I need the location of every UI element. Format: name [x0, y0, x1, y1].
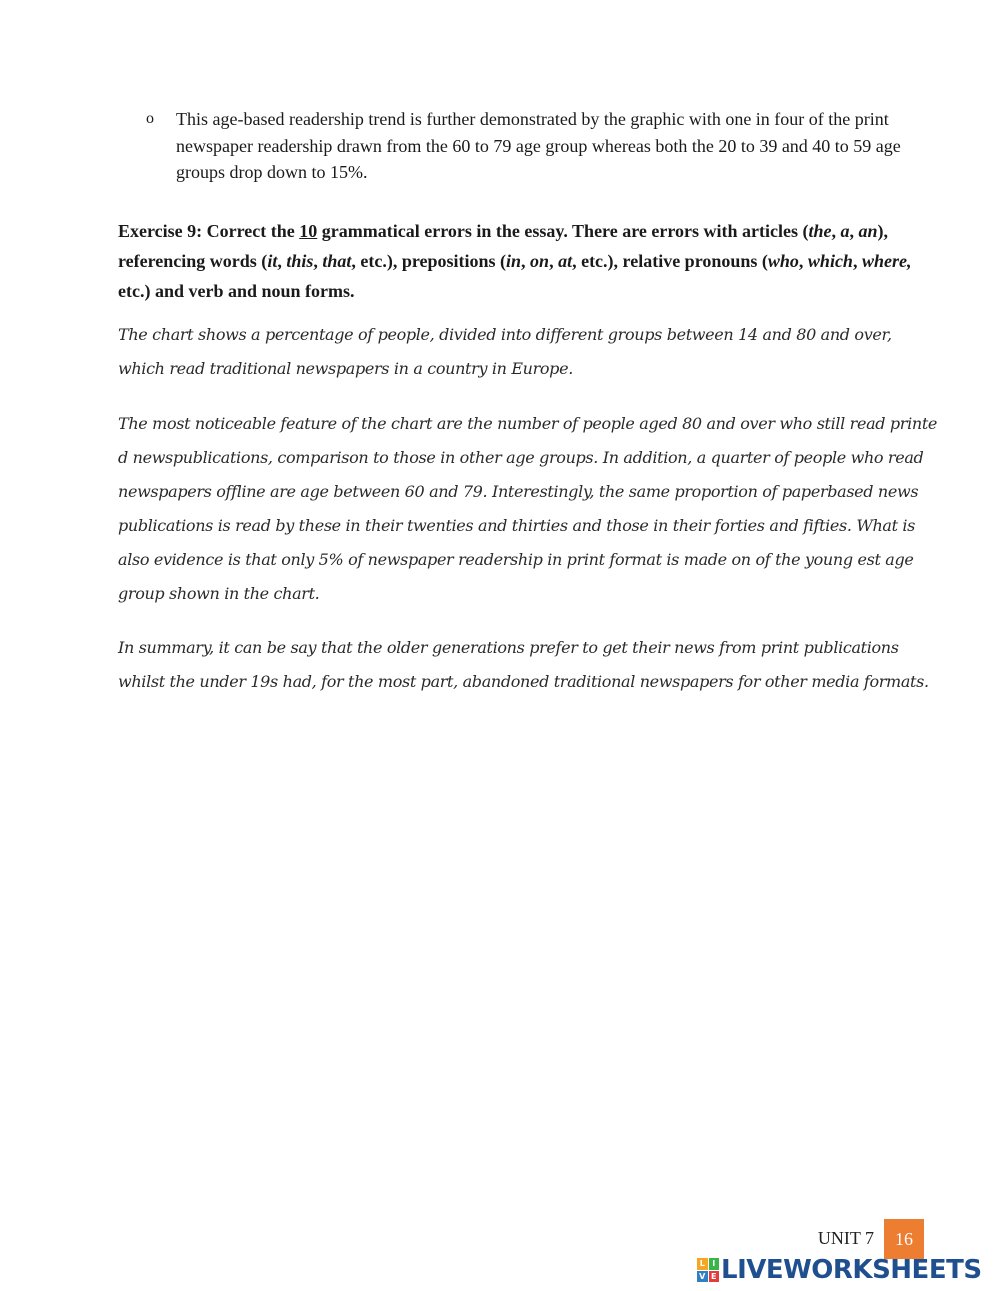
exercise-text: , — [521, 251, 531, 271]
logo-letter: V — [697, 1271, 708, 1283]
page-number-badge: 16 — [884, 1219, 924, 1259]
error-count: 10 — [299, 221, 318, 241]
example-word: on — [530, 251, 550, 271]
logo-letter: E — [709, 1271, 720, 1283]
liveworksheets-logo — [697, 1255, 982, 1285]
bullet-paragraph — [146, 106, 936, 186]
exercise-text: Exercise 9: Correct the — [118, 221, 300, 241]
essay-paragraph-1: The chart shows a percentage of people, divided into different groups between 14 and 80 and over, which read traditional newspapers in a country in Europe. — [118, 325, 892, 378]
exercise-heading — [118, 216, 938, 306]
bullet-text: This age-based readership trend is further demonstrated by the graphic with one in four of the print newspaper readership drawn from the 60 to 79 age group whereas both the 20 to 39 and 40 to 59 age groups drop down to 15%. — [176, 109, 901, 182]
exercise-text: , etc.), relative pronouns ( — [572, 251, 768, 271]
logo-letter: I — [709, 1258, 720, 1270]
example-word: who — [767, 251, 799, 271]
example-word: a — [840, 221, 850, 241]
example-word: in — [506, 251, 522, 271]
exercise-text: grammatical errors in the essay. There are errors with articles ( — [317, 221, 809, 241]
example-word: which — [807, 251, 853, 271]
example-word: this — [286, 251, 314, 271]
liveworksheets-logo-icon — [697, 1258, 719, 1282]
exercise-text: , — [831, 221, 841, 241]
exercise-text: , — [313, 251, 323, 271]
example-word: an — [858, 221, 878, 241]
logo-text: LIVEWORKSHEETS — [721, 1255, 982, 1285]
logo-letter: L — [697, 1258, 708, 1270]
bullet-marker: o — [146, 110, 154, 127]
exercise-text: , — [852, 251, 862, 271]
exercise-text: , — [277, 251, 287, 271]
exercise-text: , — [849, 221, 859, 241]
unit-label: UNIT 7 — [817, 1228, 874, 1248]
example-word: the — [808, 221, 832, 241]
essay-paragraph-3: In summary, it can be say that the older generations prefer to get their news from print publications whilst the under 19s had, for the most part, abandoned traditional newspapers for other media formats. — [118, 638, 929, 691]
essay-paragraph-2: The most noticeable feature of the chart are the number of people aged 80 and over who still read printe d newspublications, comparison to those in other age groups. In addition, a quarter of people who read newspapers offline are age between 60 and 79. Interestingly, the same proportion of paperbased news publications is read by these in their twenties and thirties and those in their forties and fifties. What is also evidence is that only 5% of newspaper readership in print format is made on of the young est age group shown in the chart. — [118, 414, 938, 603]
example-word: at — [558, 251, 573, 271]
exercise-text: , — [549, 251, 559, 271]
exercise-text: ), referencing words ( — [118, 221, 888, 271]
exercise-text: , — [798, 251, 808, 271]
example-word: that — [322, 251, 352, 271]
example-word: where, — [861, 251, 912, 271]
exercise-text: , etc.), prepositions ( — [351, 251, 507, 271]
exercise-text: etc.) and verb and noun forms. — [118, 281, 355, 301]
example-word: it — [267, 251, 278, 271]
